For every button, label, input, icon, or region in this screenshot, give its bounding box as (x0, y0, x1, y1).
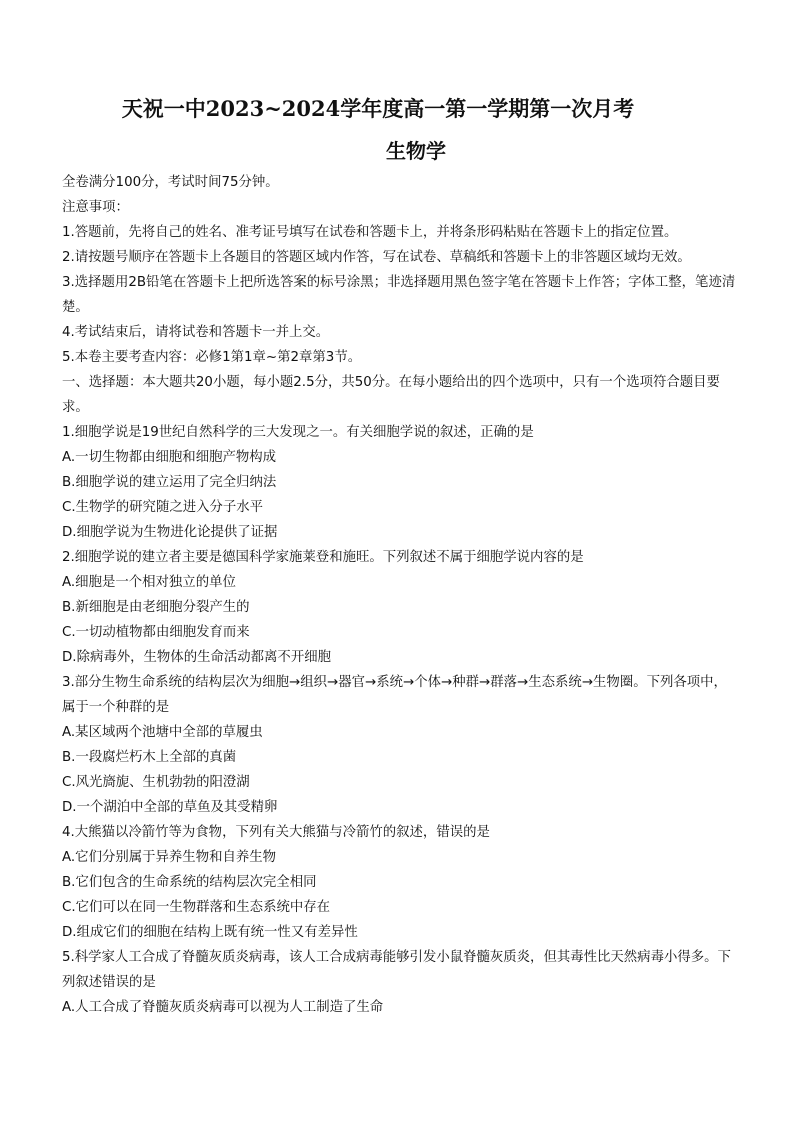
score-info: 全卷满分100分，考试时间75分钟。 (62, 175, 279, 190)
option-b: B.一段腐烂朽木上全部的真菌 (62, 750, 237, 765)
option-a: A.它们分别属于异养生物和自养生物 (62, 850, 277, 865)
option-b: B.它们包含的生命系统的结构层次完全相同 (62, 875, 317, 890)
subject-title (0, 136, 794, 166)
option-a: A.细胞是一个相对独立的单位 (62, 575, 236, 590)
question-stem: 2.细胞学说的建立者主要是德国科学家施莱登和施旺。下列叙述不属于细胞学说内容的是 (62, 550, 584, 565)
note-item: 5.本卷主要考查内容：必修1第1章~第2章第3节。 (62, 350, 362, 365)
note-item: 3.选择题用2B铅笔在答题卡上把所选答案的标号涂黑；非选择题用黑色签字笔在答题卡上作答；字体工整，笔迹清楚。 (62, 275, 736, 315)
question-stem: 4.大熊猫以冷箭竹等为食物，下列有关大熊猫与冷箭竹的叙述，错误的是 (62, 825, 490, 840)
subject-title-text: 生物学 (386, 139, 446, 163)
exam-title (0, 94, 794, 124)
question-stem: 5.科学家人工合成了脊髓灰质炎病毒，该人工合成病毒能够引发小鼠脊髓灰质炎，但其毒性比天然病毒小得多。下列叙述错误的是 (62, 950, 731, 990)
section-heading: 一、选择题：本大题共20小题，每小题2.5分，共50分。在每小题给出的四个选项中，只有一个选项符合题目要求。 (62, 375, 720, 415)
option-d: D.组成它们的细胞在结构上既有统一性又有差异性 (62, 925, 358, 940)
note-item: 2.请按题号顺序在答题卡上各题目的答题区域内作答，写在试卷、草稿纸和答题卡上的非答题区域均无效。 (62, 250, 691, 265)
option-a: A.一切生物都由细胞和细胞产物构成 (62, 450, 277, 465)
notes-heading: 注意事项： (62, 200, 129, 215)
option-b: B.细胞学说的建立运用了完全归纳法 (62, 475, 277, 490)
note-item: 4.考试结束后，请将试卷和答题卡一并上交。 (62, 325, 330, 340)
option-c: C.它们可以在同一生物群落和生态系统中存在 (62, 900, 331, 915)
option-d: D.细胞学说为生物进化论提供了证据 (62, 525, 278, 540)
note-item: 1.答题前，先将自己的姓名、准考证号填写在试卷和答题卡上，并将条形码粘贴在答题卡上的指定位置。 (62, 225, 678, 240)
question-stem: 3.部分生物生命系统的结构层次为细胞→组织→器官→系统→个体→种群→群落→生态系统→生物圈。下列各项中，属于一个种群的是 (62, 675, 727, 715)
option-d: D.一个湖泊中全部的草鱼及其受精卵 (62, 800, 278, 815)
option-a: A.某区域两个池塘中全部的草履虫 (62, 725, 263, 740)
option-d: D.除病毒外，生物体的生命活动都离不开细胞 (62, 650, 331, 665)
option-a: A.人工合成了脊髓灰质炎病毒可以视为人工制造了生命 (62, 1000, 384, 1015)
option-c: C.一切动植物都由细胞发育而来 (62, 625, 250, 640)
option-b: B.新细胞是由老细胞分裂产生的 (62, 600, 250, 615)
exam-title-text: 天祝一中2023~2024学年度高一第一学期第一次月考 (121, 96, 635, 121)
option-c: C.生物学的研究随之进入分子水平 (62, 500, 264, 515)
exam-body (62, 170, 738, 1020)
option-c: C.风光旖旎、生机勃勃的阳澄湖 (62, 775, 250, 790)
question-stem: 1.细胞学说是19世纪自然科学的三大发现之一。有关细胞学说的叙述，正确的是 (62, 425, 534, 440)
